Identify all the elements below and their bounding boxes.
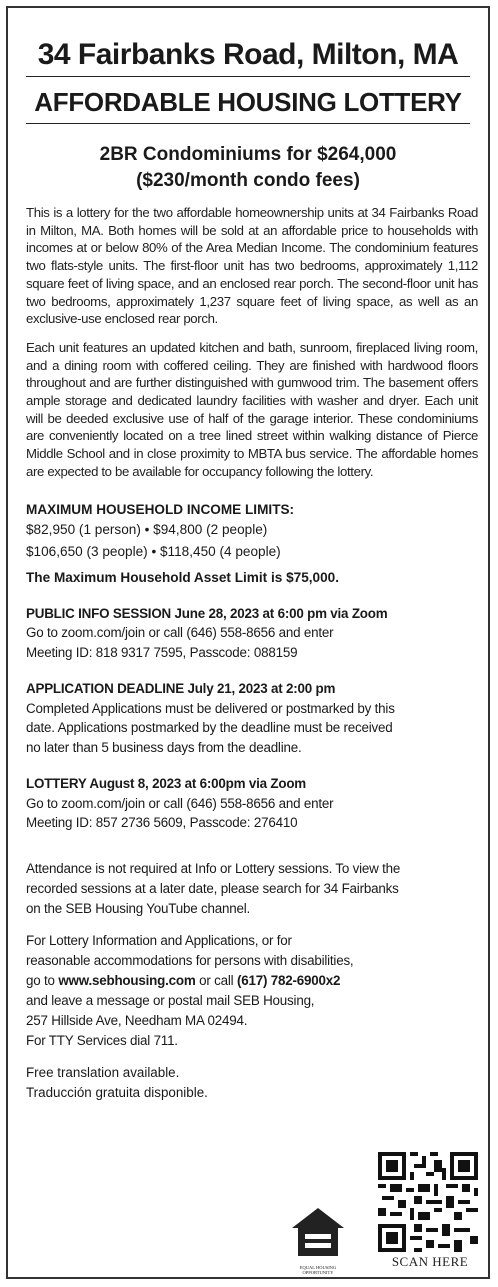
deadline-line: date. Applications postmarked by the deadline must be received — [26, 720, 393, 736]
page-subtitle: AFFORDABLE HOUSING LOTTERY — [34, 87, 462, 117]
contact-line — [26, 971, 480, 991]
description-paragraph-2: Each unit features an updated kitchen and bath, sunroom, fireplaced living room, and a dining room with coffered ceiling. They are finished with hardwood floors throughout and are further distinguished with gumwood trim. The basement offers ample storage and dedicated laundry facilities with washer and dryer. Each unit will be deeded exclusive use of half of the garage interior. These condominiums are conveniently located on a tree lined street within walking distance of Pierce Middle School and in close proximity to MBTA bus service. The affordable homes are expected to be available for occupancy following the lottery. — [26, 339, 478, 479]
info-session-line: Meeting ID: 818 9317 7595, Passcode: 088159 — [26, 644, 298, 660]
contact-line: and leave a message or postal mail SEB Housing, — [26, 992, 315, 1008]
qr-code-icon[interactable] — [378, 1152, 478, 1252]
contact-prefix: go to — [26, 972, 59, 988]
website-link[interactable]: www.sebhousing.com — [58, 972, 196, 988]
attendance-note — [26, 859, 480, 919]
deadline-line: Completed Applications must be delivered or postmarked by this — [26, 700, 395, 716]
attendance-line: on the SEB Housing YouTube channel. — [26, 900, 251, 916]
divider — [26, 123, 470, 124]
attendance-line: recorded sessions at a later date, please search for 34 Fairbanks — [26, 880, 399, 896]
offer-price: 2BR Condominiums for $264,000 — [99, 144, 397, 165]
deadline-line: no later than 5 business days from the deadline. — [26, 739, 302, 755]
contact-line: For TTY Services dial 711. — [26, 1032, 178, 1048]
offer-fees: ($230/month condo fees) — [136, 170, 360, 191]
info-session-line: Go to zoom.com/join or call (646) 558-8656 and enter — [26, 625, 334, 641]
offer-heading — [16, 142, 480, 194]
contact-line: 257 Hillside Ave, Needham MA 02494. — [26, 1012, 248, 1028]
equal-housing-opportunity-icon — [288, 1206, 348, 1275]
page-title: 34 Fairbanks Road, Milton, MA — [37, 38, 459, 71]
info-session-section — [26, 604, 480, 663]
lottery-line: Go to zoom.com/join or call (646) 558-8656 and enter — [26, 795, 334, 811]
translation-note — [26, 1063, 480, 1103]
income-limits-line: $82,950 (1 person) • $94,800 (2 people) — [26, 521, 268, 537]
contact-info — [26, 931, 480, 1051]
lottery-line: Meeting ID: 857 2736 5609, Passcode: 276410 — [26, 815, 298, 831]
scan-here-caption: SCAN HERE — [391, 1254, 469, 1269]
contact-line: For Lottery Information and Applications, or for — [26, 932, 292, 948]
asset-limit: The Maximum Household Asset Limit is $75,000. — [26, 569, 340, 585]
flyer-frame — [6, 6, 490, 1279]
flyer-content — [16, 14, 480, 1103]
income-limits-line: $106,650 (3 people) • $118,450 (4 people) — [26, 543, 281, 559]
translation-en: Free translation available. — [26, 1064, 180, 1080]
description-paragraph-1: This is a lottery for the two affordable homeownership units at 34 Fairbanks Road in Milton, MA. Both homes will be sold at an affordable price to households with incomes at or below 80% of the Area Median Income. The condominium features two flats-style units. The first-floor unit has two bedrooms, approximately 1,112 square feet of living space, and an enclosed rear porch. The second-floor unit has two bedrooms, approximately 1,237 square feet of living space, as well as an exclusive-use enclosed rear porch. — [26, 205, 478, 327]
divider — [26, 76, 470, 77]
contact-mid: or call — [195, 972, 237, 988]
attendance-line: Attendance is not required at Info or Lottery sessions. To view the — [26, 860, 401, 876]
income-limits-heading: MAXIMUM HOUSEHOLD INCOME LIMITS: — [26, 501, 295, 517]
contact-line: reasonable accommodations for persons with disabilities, — [26, 952, 354, 968]
lottery-section — [26, 774, 480, 833]
lottery-heading: LOTTERY August 8, 2023 at 6:00pm via Zoom — [26, 776, 307, 792]
info-session-heading: PUBLIC INFO SESSION June 28, 2023 at 6:00 pm via Zoom — [26, 605, 388, 621]
translation-es: Traducción gratuita disponible. — [26, 1084, 208, 1100]
equal-housing-text: EQUAL HOUSING OPPORTUNITY — [299, 1265, 337, 1275]
phone-number[interactable]: (617) 782-6900x2 — [236, 972, 341, 988]
deadline-heading: APPLICATION DEADLINE July 21, 2023 at 2:00 pm — [26, 681, 336, 697]
deadline-section — [26, 679, 480, 757]
